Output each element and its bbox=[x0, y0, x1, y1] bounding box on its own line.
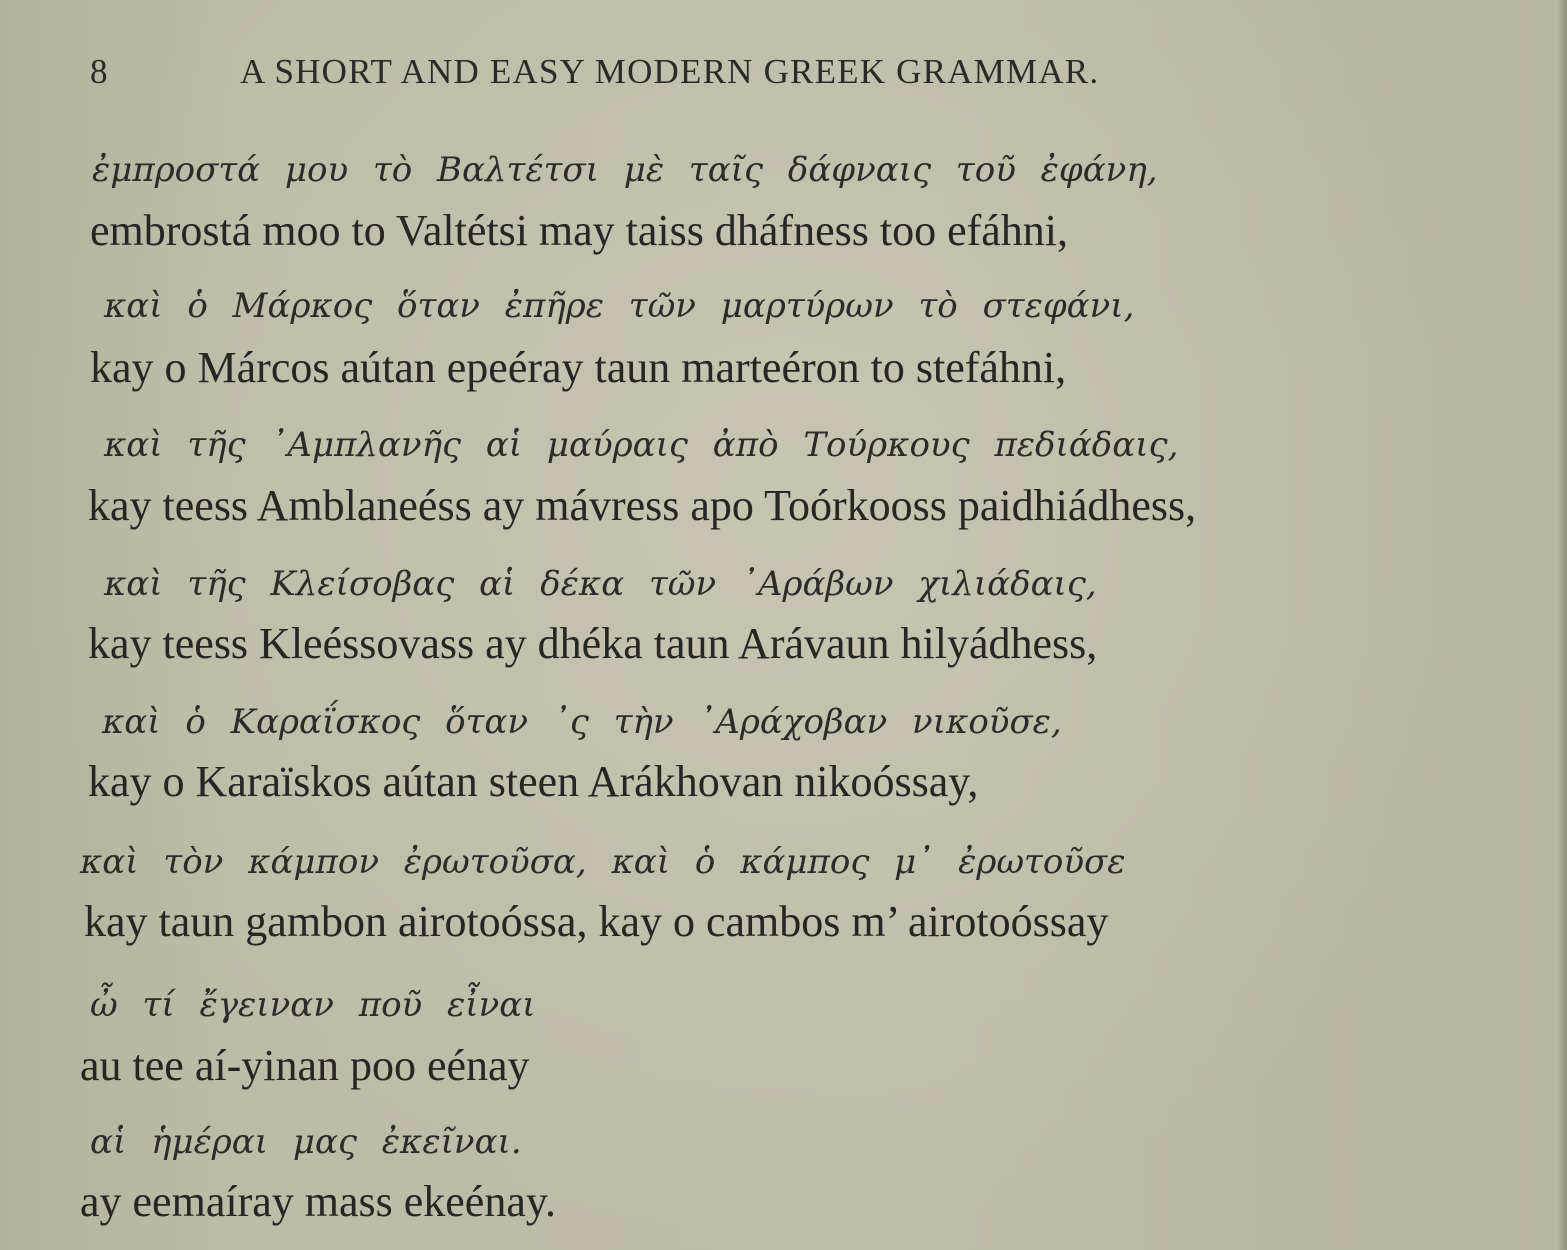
running-title: A SHORT AND EASY MODERN GREEK GRAMMAR. bbox=[240, 52, 1100, 91]
translit-line-8: ay eemaíray mass ekeénay. bbox=[80, 1177, 557, 1226]
translit-line-6: kay taun gambon airotoóssa, kay o cambos m’ airotoóssay bbox=[84, 897, 1109, 946]
page-number: 8 bbox=[90, 52, 109, 91]
running-header bbox=[90, 52, 1390, 96]
greek-line-2: καὶ ὁ Μάρκος ὅταν ἐπῆρε τῶν μαρτύρων τὸ στεφάνι, bbox=[104, 286, 1135, 326]
translit-line-3: kay teess Amblaneéss ay mávress apo Toórkooss paidhiádhess, bbox=[88, 481, 1197, 530]
greek-line-1: ἐμπροστά μου τὸ Βαλτέτσι μὲ ταῖς δάφναις τοῦ ἐφάνη, bbox=[92, 150, 1158, 190]
translit-line-4: kay teess Kleéssovass ay dhéka taun Arávaun hilyádhess, bbox=[88, 619, 1098, 668]
greek-line-6: καὶ τὸν κάμπον ἐρωτοῦσα, καὶ ὁ κάμπος μ᾿ ἐρωτοῦσε bbox=[80, 842, 1126, 882]
greek-line-7: ὦ τί ἔγειναν ποῦ εἶναι bbox=[90, 985, 536, 1025]
page-edge-shadow bbox=[1557, 0, 1567, 1250]
translit-line-5: kay o Karaïskos aútan steen Arákhovan nikoóssay, bbox=[88, 757, 979, 806]
translit-line-1: embrostá moo to Valtétsi may taiss dháfness too efáhni, bbox=[90, 206, 1069, 255]
translit-line-2: kay o Márcos aútan epeéray taun marteéron to stefáhni, bbox=[90, 343, 1067, 392]
greek-line-5: καὶ ὁ Καραΐσκος ὅταν ᾿ς τὴν ᾿Αράχοβαν νικοῦσε, bbox=[102, 702, 1062, 742]
greek-line-4: καὶ τῆς Κλείσοβας αἱ δέκα τῶν ᾿Αράβων χιλιάδαις, bbox=[104, 564, 1097, 604]
greek-line-3: καὶ τῆς ᾿Αμπλανῆς αἱ μαύραις ἀπὸ Τούρκους πεδιάδαις, bbox=[104, 425, 1179, 465]
greek-line-8: αἱ ἡμέραι μας ἐκεῖναι. bbox=[90, 1122, 522, 1162]
translit-line-7: au tee aí-yinan poo eénay bbox=[80, 1041, 530, 1090]
